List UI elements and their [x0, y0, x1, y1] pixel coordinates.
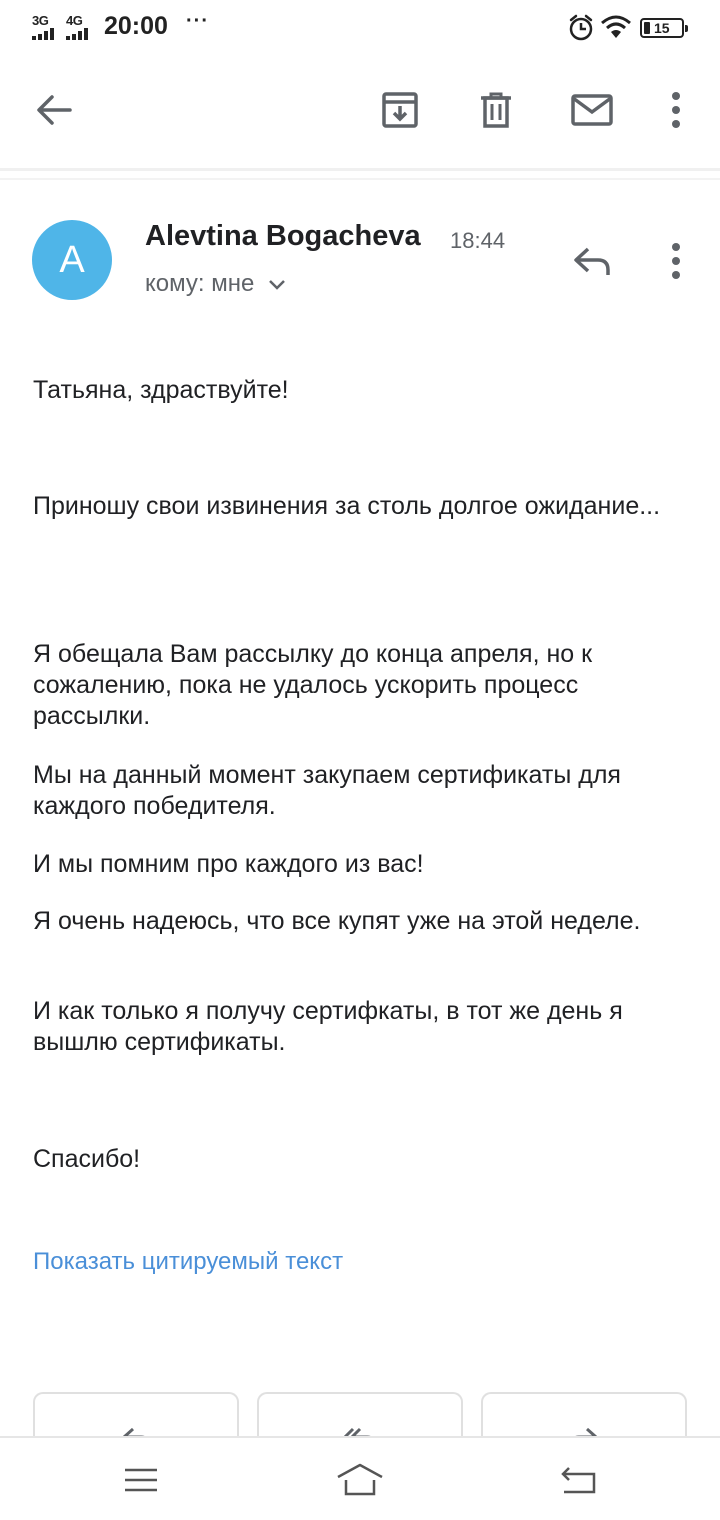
delete-button[interactable] [468, 82, 524, 138]
show-quoted-text-link[interactable]: Показать цитируемый текст [33, 1248, 344, 1275]
mail-icon [570, 90, 614, 130]
archive-icon [380, 90, 420, 130]
message-paragraph: Я обещала Вам рассылку до конца апреля, но к сожалению, пока не удалось ускорить процесс рассылки. [33, 640, 593, 730]
toolbar [0, 56, 720, 168]
system-nav-bar [0, 1436, 720, 1520]
delete-icon [476, 90, 516, 130]
more-options-button[interactable] [648, 82, 704, 138]
wifi-icon [600, 14, 632, 40]
alarm-icon [568, 14, 594, 42]
signal-bars-icon [66, 28, 98, 40]
nav-menu-button[interactable] [101, 1452, 181, 1508]
message-paragraph: Спасибо! [33, 1145, 141, 1173]
message-paragraph: Приношу свои извинения за столь долгое ожидание... [33, 492, 661, 520]
message-more-button[interactable] [648, 233, 704, 289]
message-paragraph: И мы помним про каждого из вас! [33, 850, 424, 878]
recipient-details-toggle[interactable] [145, 270, 286, 298]
reply-icon [572, 245, 612, 277]
message-paragraph: И как только я получу сертифкаты, в тот же день я вышлю сертификаты. [33, 997, 623, 1056]
toolbar-divider [0, 168, 720, 171]
back-icon [560, 1465, 598, 1495]
back-arrow-icon [34, 90, 74, 130]
sender-name: Alevtina Bogacheva [145, 220, 421, 252]
menu-icon [123, 1466, 159, 1494]
battery-icon [640, 18, 684, 38]
mark-unread-button[interactable] [564, 82, 620, 138]
message-time: 18:44 [450, 228, 506, 253]
reply-button[interactable] [564, 233, 620, 289]
nav-home-button[interactable] [320, 1452, 400, 1508]
message-paragraph: Татьяна, здраствуйте! [33, 376, 289, 404]
signal-bars-icon [32, 28, 64, 40]
recipient-label: кому: мне [145, 270, 255, 297]
message-paragraph: Я очень надеюсь, что все купят уже на этой неделе. [33, 907, 641, 935]
network-type-label: 3G [32, 13, 49, 28]
back-button[interactable] [26, 82, 82, 138]
battery-level: 15 [654, 20, 670, 36]
network-type-label: 4G [66, 13, 83, 28]
chevron-down-icon [268, 279, 286, 291]
notification-overflow: ··· [186, 10, 209, 32]
more-vert-icon [670, 90, 682, 130]
avatar-letter: A [59, 238, 85, 281]
status-clock: 20:00 [104, 12, 168, 40]
sender-avatar[interactable] [32, 220, 112, 300]
toolbar-divider [0, 178, 720, 180]
status-bar [0, 0, 720, 56]
home-icon [335, 1462, 385, 1498]
more-vert-icon [670, 241, 682, 281]
message-paragraph: Мы на данный момент закупаем сертификаты для каждого победителя. [33, 761, 621, 820]
archive-button[interactable] [372, 82, 428, 138]
nav-back-button[interactable] [539, 1452, 619, 1508]
